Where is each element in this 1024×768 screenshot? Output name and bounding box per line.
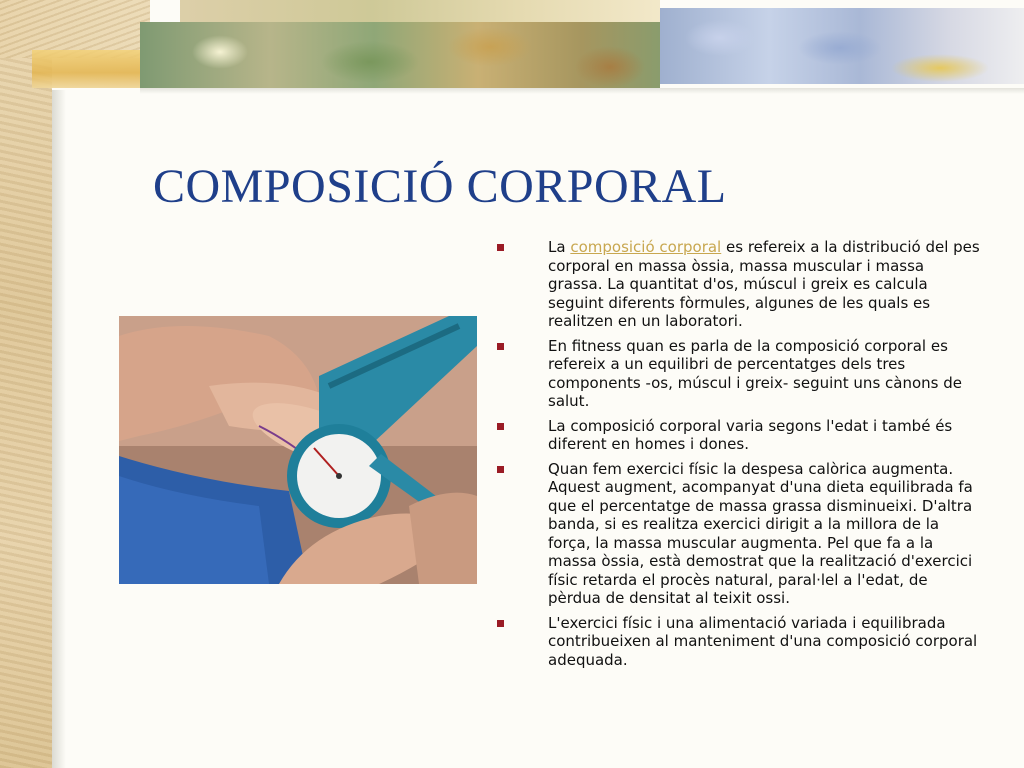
bullet-square-icon (497, 343, 504, 350)
bullet-content (496, 238, 982, 675)
bullet-text: Quan fem exercici físic la despesa calòrica augmenta. Aquest augment, acompanyat d'una dieta equilibrada fa que el percentatge de massa grassa disminueixi. D'altra banda, si es realitza exercici dirigit a la millora de la força, la massa muscular augmenta. Pel que fa a la massa òssia, està demostrat que la realització d'exercici físic retarda el procès natural, paral·lel a l'edat, de pèrdua de densitat al teixit ossi. (548, 459, 973, 607)
bullet-square-icon (497, 620, 504, 627)
bullet-text: La composició corporal varia segons l'edat i també és diferent en homes i dones. (548, 416, 953, 453)
bullet-item-diet (496, 614, 982, 670)
slide-title: COMPOSICIÓ CORPORAL (153, 160, 727, 213)
composicio-corporal-link[interactable]: composició corporal (570, 238, 722, 256)
skinfold-caliper-illustration (119, 316, 477, 584)
bullet-square-icon (497, 244, 504, 251)
bullet-square-icon (497, 466, 504, 473)
skinfold-caliper-photo (119, 316, 477, 584)
gold-decoration (32, 50, 152, 88)
bullet-item-age-gender (496, 417, 982, 454)
bullet-item-definition (496, 238, 982, 331)
bullet-item-exercise (496, 460, 982, 608)
bullet-text: L'exercici físic i una alimentació variada i equilibrada contribueixen al manteniment d'una composició corporal adequada. (548, 613, 978, 669)
flower-banner-image (660, 8, 1024, 84)
decorative-banner-top (180, 0, 660, 22)
bullet-text-suffix: es refereix a la distribució del pes corporal en massa òssia, massa muscular i massa grassa. La quantitat d'os, múscul i greix es calcula seguint diferents fòrmules, algunes de les quals es realitzen en un laboratori. (548, 238, 980, 330)
bullet-list (496, 238, 982, 669)
leaf-banner-image (140, 22, 660, 88)
parchment-border-left (0, 0, 52, 768)
bullet-text-prefix: La (548, 238, 571, 256)
bullet-item-fitness (496, 337, 982, 411)
banner-shadow (140, 88, 1024, 94)
bullet-text: En fitness quan es parla de la composició corporal es refereix a un equilibri de percentatges dels tres components -os, múscul i greix- seguint uns cànons de salut. (548, 336, 962, 410)
bullet-square-icon (497, 423, 504, 430)
